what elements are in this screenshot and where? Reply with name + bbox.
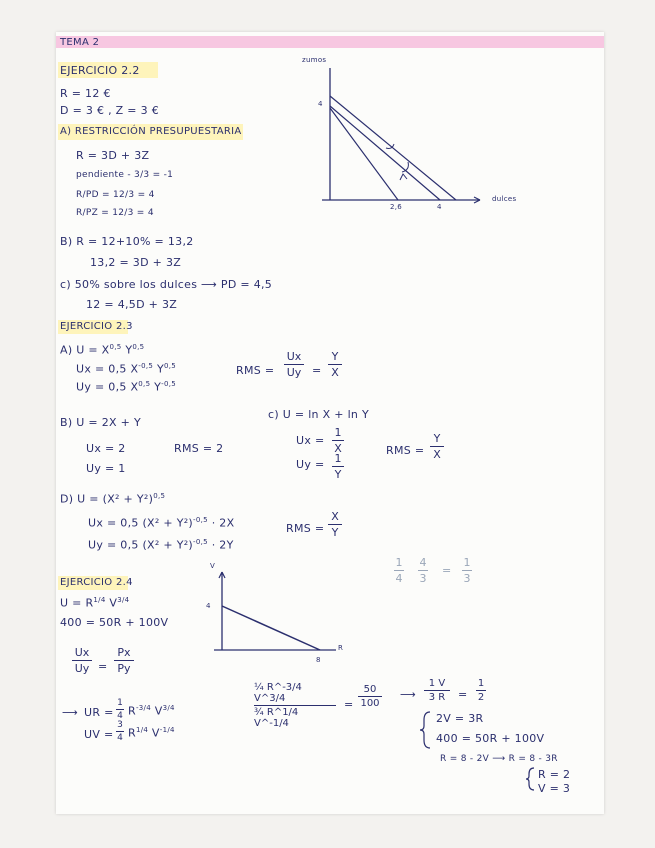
e23-b2: Ux = 2 — [86, 442, 126, 455]
e24-s2: 2V = 3R — [436, 712, 484, 725]
e22-c1: c) 50% sobre los dulces ⟶ PD = 4,5 — [60, 278, 273, 291]
graph1-x-label: dulces — [492, 195, 517, 203]
e24-s1-frac — [424, 678, 450, 703]
faint-f1-num: 1 — [395, 556, 403, 569]
e24-big-den: ¾ R^1/4 V^-1/4 — [254, 707, 299, 729]
e22-line2: D = 3 € , Z = 3 € — [60, 104, 160, 117]
e22-a4: R/PZ = 12/3 = 4 — [76, 208, 154, 218]
e23-d-rms-num: X — [331, 510, 339, 523]
e24-uv-coef — [116, 720, 124, 743]
graph2-x-tick-8: 8 — [316, 656, 321, 664]
graph2-y-label: V — [210, 562, 216, 570]
e23-uy-exp: 0,5 — [138, 380, 151, 388]
e23-a1 — [60, 343, 144, 357]
e23-c3-den: Y — [334, 468, 342, 481]
faint-frac-2 — [418, 556, 428, 585]
e24-s1-ratio-num: 1 — [477, 678, 485, 689]
e24-title: EJERCICIO 2.4 — [60, 577, 133, 588]
e23-d2-exp: -0,5 — [193, 516, 208, 524]
e23-c2-num: 1 — [334, 426, 342, 439]
e22-b1: B) R = 12+10% = 13,2 — [60, 235, 194, 248]
e23-ux-exp: -0,5 — [138, 362, 154, 370]
e24-uv-coef-den: 4 — [117, 733, 123, 743]
e23-rms-num: Ux — [286, 350, 302, 363]
e23-c3: Uy = — [296, 458, 325, 471]
e24-s4: R = 8 - 2V ⟶ R = 8 - 3R — [440, 754, 558, 764]
e24-ur-v: V — [154, 704, 163, 718]
graph1-y-tick-4: 4 — [318, 100, 323, 108]
e23-a1-base: A) U = X — [60, 343, 110, 357]
e22-a3: R/PD = 12/3 = 4 — [76, 190, 155, 200]
e23-b-rms: RMS = 2 — [174, 442, 224, 455]
e23-d3-base: Uy = 0,5 (X² + Y²) — [88, 538, 194, 552]
e23-rms-frac1 — [284, 350, 304, 379]
e23-rms-num2: Y — [331, 350, 339, 363]
e23-uy-base: Uy = 0,5 X — [76, 380, 139, 394]
e23-d2 — [88, 516, 234, 530]
e22-title: EJERCICIO 2.2 — [60, 64, 140, 77]
e23-d-rms: RMS = — [286, 522, 325, 535]
e23-c3-num: 1 — [334, 452, 342, 465]
graph1-y-label: zumos — [302, 56, 327, 64]
e24-ur-rexp: -3/4 — [135, 704, 151, 712]
e23-d-rms-frac — [328, 510, 342, 539]
e23-d1 — [60, 492, 165, 506]
e24-s1-ratio — [476, 678, 486, 703]
e23-uy-yexp: -0,5 — [161, 380, 177, 388]
e24-big-ratio-num: 50 — [363, 684, 377, 695]
e22-line1: R = 12 € — [60, 87, 111, 100]
e23-rms-den: Uy — [286, 366, 302, 379]
graph2-y-tick-4: 4 — [206, 602, 211, 610]
e24-uv-v: V — [151, 726, 160, 740]
faint-eq: = — [442, 564, 452, 577]
faint-f3-num: 1 — [463, 556, 471, 569]
e24-s5: R = 2 — [538, 768, 571, 781]
e24-s6: V = 3 — [538, 782, 571, 795]
e23-title: EJERCICIO 2.3 — [60, 321, 133, 332]
e23-a1-y: Y — [125, 343, 133, 357]
e24-ur-r: R — [128, 704, 136, 718]
e23-d-rms-den: Y — [331, 526, 339, 539]
e24-cond-num1: Ux — [74, 646, 90, 659]
e23-c2-frac — [332, 426, 344, 455]
e24-cond-den1: Uy — [74, 662, 90, 675]
e23-ux-yexp: 0,5 — [163, 362, 177, 370]
e23-ux-base: Ux = 0,5 X — [76, 362, 139, 376]
e24-big-num: ¼ R^-3/4 V^3/4 — [254, 682, 302, 704]
e24-uv-terms — [128, 726, 175, 740]
e23-c-rms-frac — [430, 432, 444, 461]
e23-rms-den2: X — [331, 366, 339, 379]
e24-s1-eq: = — [458, 688, 468, 701]
e23-rms-frac2 — [328, 350, 342, 379]
e23-ux — [76, 362, 176, 376]
e24-cond-eq: = — [98, 660, 108, 673]
e23-d2-tail: · 2X — [211, 516, 235, 530]
e23-d1-exp: 0,5 — [153, 492, 166, 500]
e24-u-v: V — [109, 596, 118, 610]
e23-d2-base: Ux = 0,5 (X² + Y²) — [88, 516, 194, 530]
e24-big-ratio — [358, 684, 382, 709]
e23-c-rms: RMS = — [386, 444, 425, 457]
e24-cond-num2: Px — [117, 646, 131, 659]
e23-d3 — [88, 538, 234, 552]
e24-uv-rexp: 1/4 — [135, 726, 149, 734]
e23-a1-exp: 0,5 — [109, 343, 122, 351]
e23-ux-y: Y — [156, 362, 164, 376]
faint-f2-num: 4 — [419, 556, 427, 569]
e23-b1: B) U = 2X + Y — [60, 416, 141, 429]
faint-f3-den: 3 — [463, 572, 471, 585]
header-highlight — [56, 36, 604, 48]
e24-ur-terms — [128, 704, 175, 718]
graph1-x-tick-4: 4 — [437, 203, 442, 211]
e24-budget: 400 = 50R + 100V — [60, 616, 169, 629]
graph1-x-tick-26: 2,6 — [390, 203, 403, 211]
e24-s1-arrow: ⟶ — [400, 688, 417, 701]
e23-d1-base: D) U = (X² + Y²) — [60, 492, 154, 506]
graph2-x-label: R — [338, 644, 344, 652]
e24-s3: 400 = 50R + 100V — [436, 732, 545, 745]
e24-arrow: ⟶ — [62, 706, 79, 719]
e24-cond-frac1 — [72, 646, 92, 675]
e24-s1-num: 1 V — [428, 678, 446, 689]
e23-rms-eq: = — [312, 364, 322, 377]
e24-big-frac — [254, 682, 336, 729]
e23-c2: Ux = — [296, 434, 325, 447]
faint-frac-1 — [394, 556, 404, 585]
e23-rms-label: RMS = — [236, 364, 275, 377]
e22-b2: 13,2 = 3D + 3Z — [90, 256, 182, 269]
e24-big-eq: = — [344, 698, 354, 711]
e24-ur-label: UR = — [84, 706, 114, 719]
e24-u-vexp: 3/4 — [117, 596, 130, 604]
faint-f1-den: 4 — [395, 572, 403, 585]
e24-ur-coef — [116, 698, 124, 721]
e24-cond-frac2 — [114, 646, 134, 675]
e24-s1-ratio-den: 2 — [477, 692, 485, 703]
e24-s1-den: 3 R — [428, 692, 446, 703]
e24-u-exp: 1/4 — [93, 596, 106, 604]
e24-uv-r: R — [128, 726, 136, 740]
e22-a1: R = 3D + 3Z — [76, 149, 150, 162]
e24-uv-vexp: -1/4 — [159, 726, 175, 734]
e24-cond-den2: Py — [117, 662, 131, 675]
page-header: TEMA 2 — [60, 37, 100, 48]
e24-uv-label: UV = — [84, 728, 114, 741]
e23-c-rms-den: X — [433, 448, 441, 461]
e23-a1-yexp: 0,5 — [132, 343, 145, 351]
e23-d3-exp: -0,5 — [193, 538, 208, 546]
e23-d3-tail: · 2Y — [211, 538, 234, 552]
e23-c3-frac — [332, 452, 344, 481]
e23-uy — [76, 380, 176, 394]
faint-frac-3 — [462, 556, 472, 585]
e22-a2: pendiente - 3/3 = -1 — [76, 170, 174, 180]
e23-uy-y: Y — [154, 380, 162, 394]
e24-u-base: U = R — [60, 596, 94, 610]
e23-c1: c) U = ln X + ln Y — [268, 408, 370, 421]
e23-b3: Uy = 1 — [86, 462, 126, 475]
e24-uv-coef-num: 3 — [117, 720, 123, 730]
e24-utility — [60, 596, 129, 610]
e23-c2-den: X — [334, 442, 342, 455]
e24-ur-coef-num: 1 — [117, 698, 123, 708]
e22-a-title: A) RESTRICCIÓN PRESUPUESTARIA — [60, 126, 242, 137]
e24-ur-vexp: 3/4 — [162, 704, 175, 712]
e23-c-rms-num: Y — [433, 432, 441, 445]
e24-big-ratio-den: 100 — [360, 698, 380, 709]
faint-f2-den: 3 — [419, 572, 427, 585]
e24-ur-coef-den: 4 — [117, 711, 123, 721]
e22-c2: 12 = 4,5D + 3Z — [86, 298, 178, 311]
